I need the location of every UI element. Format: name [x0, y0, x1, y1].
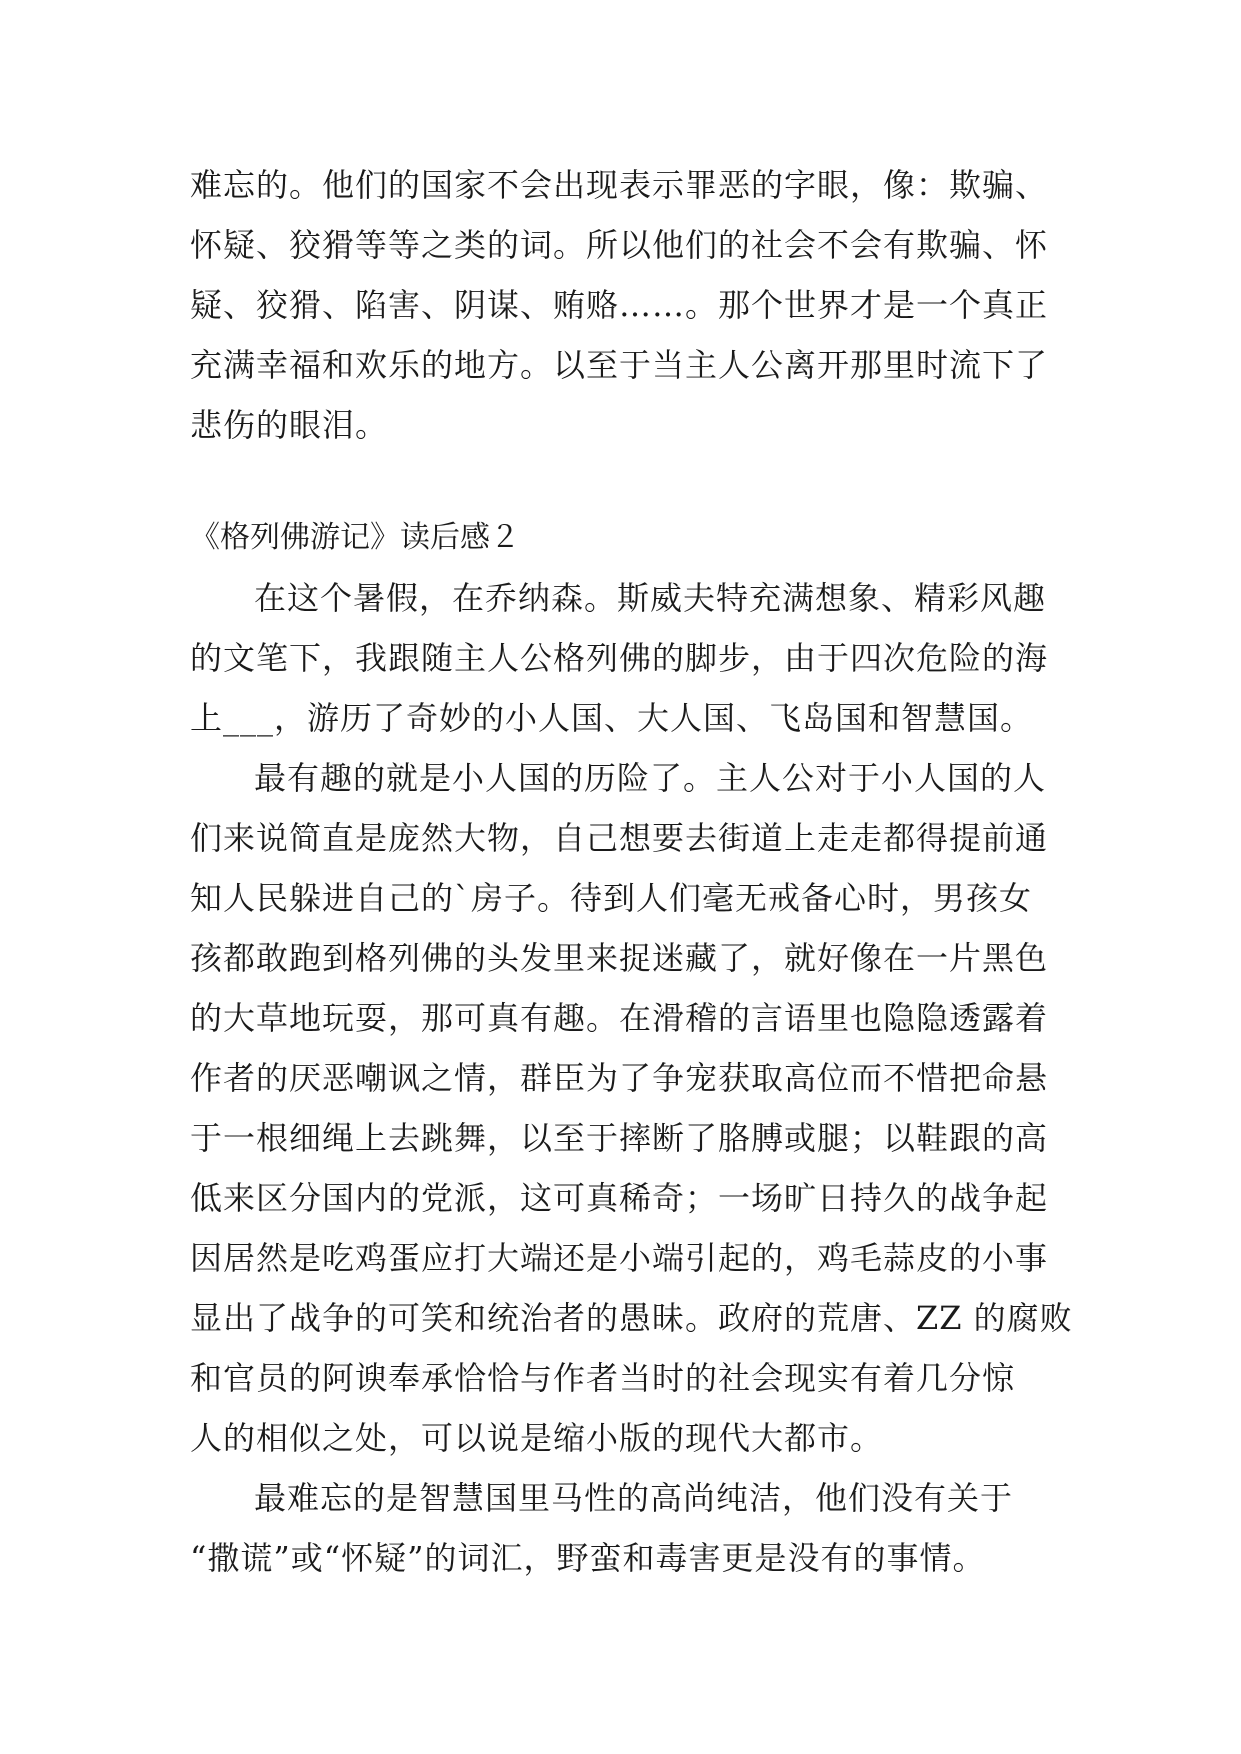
text-line: 显出了战争的可笑和统治者的愚昧。政府的荒唐、ZZ 的腐败 [190, 1299, 1073, 1337]
text-line: 的文笔下，我跟随主人公格列佛的脚步，由于四次危险的海 [190, 639, 1049, 677]
text-line: 上___，游历了奇妙的小人国、大人国、飞岛国和智慧国。 [190, 699, 1034, 737]
text-line: 难忘的。他们的国家不会出现表示罪恶的字眼，像：欺骗、 [190, 166, 1049, 204]
text-line: 孩都敢跑到格列佛的头发里来捉迷藏了，就好像在一片黑色 [190, 939, 1049, 977]
text-line: 和官员的阿谀奉承恰恰与作者当时的社会现实有着几分惊 [190, 1359, 1016, 1397]
text-line: 疑、狡猾、陷害、阴谋、贿赂……。那个世界才是一个真正 [190, 286, 1049, 324]
text-line: 怀疑、狡猾等等之类的词。所以他们的社会不会有欺骗、怀 [190, 226, 1049, 264]
text-line: 最有趣的就是小人国的历险了。主人公对于小人国的人 [254, 759, 1047, 797]
text-line: 的大草地玩耍，那可真有趣。在滑稽的言语里也隐隐透露着 [190, 999, 1049, 1037]
text-line: 们来说简直是庞然大物，自己想要去街道上走走都得提前通 [190, 819, 1049, 857]
text-line: 人的相似之处，可以说是缩小版的现代大都市。 [190, 1419, 884, 1457]
text-line: “撒谎”或“怀疑”的词汇，野蛮和毒害更是没有的事情。 [190, 1539, 986, 1577]
text-line: 最难忘的是智慧国里马性的高尚纯洁，他们没有关于 [254, 1479, 1014, 1517]
text-line: 知人民躲进自己的`房子。待到人们毫无戒备心时，男孩女 [190, 879, 1033, 917]
text-line: 充满幸福和欢乐的地方。以至于当主人公离开那里时流下了 [190, 346, 1049, 384]
text-line: 低来区分国内的党派，这可真稀奇；一场旷日持久的战争起 [190, 1179, 1049, 1217]
text-line: 于一根细绳上去跳舞，以至于摔断了胳膊或腿；以鞋跟的高 [190, 1119, 1049, 1157]
text-line: 在这个暑假，在乔纳森。斯威夫特充满想象、精彩风趣 [254, 579, 1047, 617]
text-line: 因居然是吃鸡蛋应打大端还是小端引起的，鸡毛蒜皮的小事 [190, 1239, 1049, 1277]
text-line: 作者的厌恶嘲讽之情，群臣为了争宠获取高位而不惜把命悬 [190, 1059, 1049, 1097]
text-line: 悲伤的眼泪。 [190, 406, 389, 444]
section-title: 《格列佛游记》读后感２ [190, 520, 520, 555]
